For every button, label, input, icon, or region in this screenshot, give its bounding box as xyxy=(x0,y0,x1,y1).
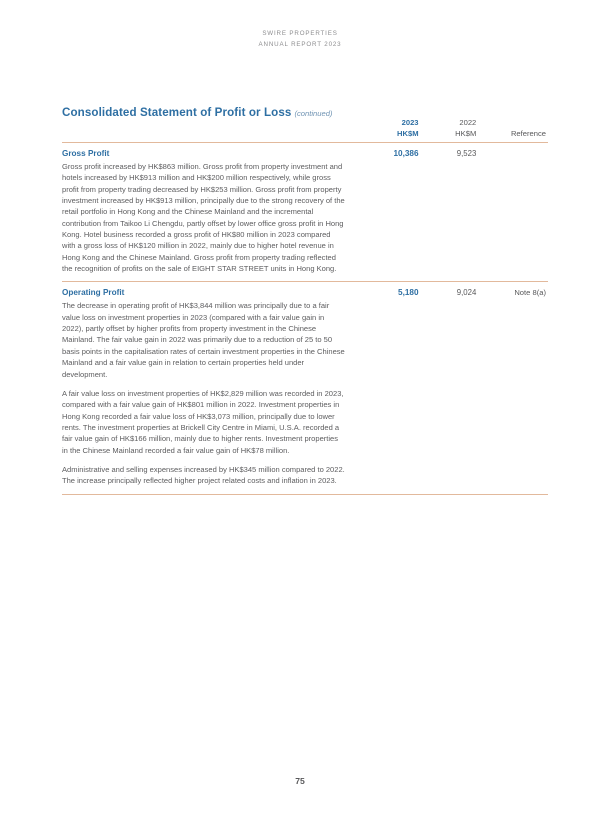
table-header-row xyxy=(62,117,548,142)
table-row xyxy=(62,143,548,281)
row-heading: Operating Profit xyxy=(62,288,125,298)
row-heading: Gross Profit xyxy=(62,149,110,158)
row-value-2022: 9,024 xyxy=(456,288,477,298)
table-header-2022-year: 2022 xyxy=(459,118,477,127)
header-report-name: ANNUAL REPORT 2023 xyxy=(258,41,342,48)
header-company-name: SWIRE PROPERTIES xyxy=(262,30,338,37)
table-row-text-cell xyxy=(62,287,353,486)
row-value-2023: 5,180 xyxy=(398,288,419,298)
table-header-reference: Reference xyxy=(510,129,546,138)
table-header-2022 xyxy=(419,117,477,139)
row-paragraph: Gross profit increased by HK$863 million. Gross profit from property investment and hotels increased by HK$913 million and HK$200 million respectively, while gross profit from property trading decreased by HK$253 million. Gross profit from property investment increased by HK$913 million, principally due to the strong recovery of the retail portfolio in Hong Kong and the Chinese Mainland and the incremental contribution from Taikoo Li Chengdu, partly offset by lower office gross profit in Hong Kong. Hotel business recorded a gross profit of HK$80 million in 2023 compared with a gross loss of HK$120 million in 2022, mainly due to higher hotel revenue in Hong Kong and the Chinese Mainland. Gross profit from property trading reflected the recognition of profits on the sale of EIGHT STAR STREET units in Hong Kong. xyxy=(62,162,345,274)
financial-table xyxy=(62,117,548,495)
table-row-text-cell xyxy=(62,148,353,274)
row-paragraph: The decrease in operating profit of HK$3,844 million was principally due to a fair value loss on investment properties in 2023 (compared with a fair value gain in 2022), partly offset by higher profits from property investment in the Chinese Mainland. The fair value gain in 2022 was primarily due to a reduction of 25 to 50 basis points in the capitalisation rates of certain investment properties in the Chinese Mainland and a fair value gain in relation to certain properties held under development. xyxy=(62,301,345,379)
row-value-2022: 9,523 xyxy=(456,149,477,158)
table-header-2022-unit: HK$M xyxy=(455,129,477,138)
table-header-2023-year: 2023 xyxy=(401,118,419,127)
page-title-text: Consolidated Statement of Profit or Loss xyxy=(62,106,292,119)
row-value-2023: 10,386 xyxy=(393,149,419,158)
row-paragraph: A fair value loss on investment properties of HK$2,829 million was recorded in 2023, compared with a fair value gain of HK$801 million in 2022. Investment properties in Hong Kong recorded a fair value loss of HK$3,073 million, principally due to lower rents. The investment properties at Brickell City Centre in Miami, U.S.A. recorded a fair value gain of HK$166 million, mainly due to higher rents. Investment properties in the Chinese Mainland recorded a fair value gain of HK$78 million. xyxy=(62,388,344,455)
table-header-2023-unit: HK$M xyxy=(397,129,419,138)
page-title-continued-label: (continued) xyxy=(294,109,333,118)
table-rule-bottom xyxy=(62,494,548,495)
table-row xyxy=(62,282,548,493)
running-header xyxy=(0,28,600,50)
page-number: 75 xyxy=(295,776,305,786)
row-paragraph: Administrative and selling expenses increased by HK$345 million compared to 2022. The increase principally reflected higher project related costs and inflation in 2023. xyxy=(62,464,345,486)
table-header-2023 xyxy=(353,117,419,139)
row-reference: Note 8(a) xyxy=(514,288,546,298)
